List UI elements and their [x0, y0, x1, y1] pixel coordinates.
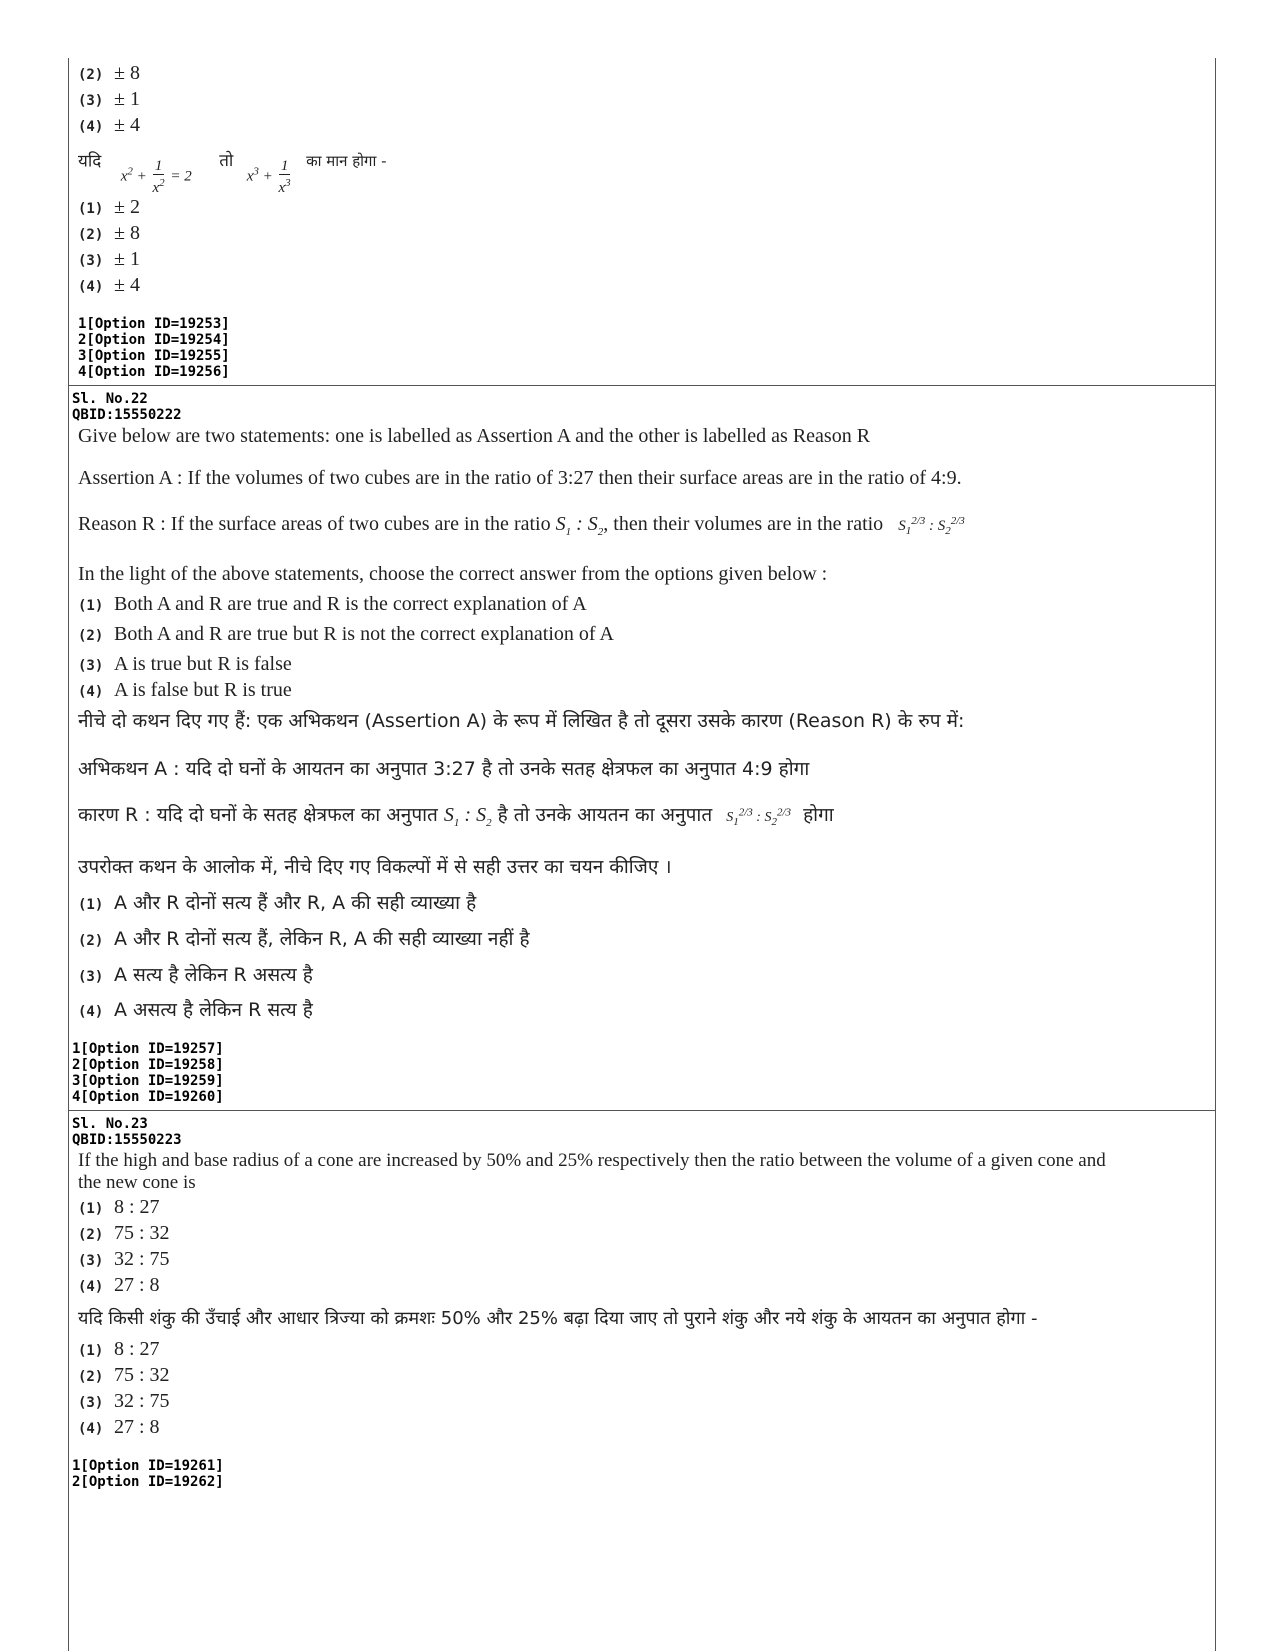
q23-question-line-2: the new cone is [78, 1172, 196, 1193]
q23-hi-option-1: (1) 8 : 27 [78, 1338, 160, 1360]
q22-hi-option-3: (3) A सत्य है लेकिन R असत्य है [78, 964, 313, 986]
serial-number: Sl. No.23 [72, 1116, 148, 1132]
qbid: QBID:15550222 [72, 407, 182, 423]
divider [68, 385, 1216, 386]
math-expression-2: $x^3$ + $\frac{1}{x^3}$ [246, 158, 291, 196]
option-id: 3[Option ID=19259] [72, 1073, 224, 1089]
q22-reason: Reason R : If the surface areas of two cubes are in the ratio $S_1$ : $S_2$, then their volumes are in the ratio $S_1^{2/3}$ : $S_2^{2/3}$ [78, 513, 965, 538]
q21-hi-option-2: (2) ± 8 [78, 222, 140, 244]
option-id: 1[Option ID=19257] [72, 1041, 224, 1057]
option-id: 2[Option ID=19262] [72, 1474, 224, 1490]
q21-option-4: (4) ± 4 [78, 114, 140, 136]
option-id: 4[Option ID=19260] [72, 1089, 224, 1105]
option-id: 1[Option ID=19253] [78, 316, 230, 332]
q21-hindi-question: यदि $x^2$ + $\frac{1}{x^2}$ = 2 तो $x^3$ + $\frac{1}{x^3}$ का मान होगा - [78, 151, 387, 196]
q22-intro: Give below are two statements: one is labelled as Assertion A and the other is labelled as Reason R [78, 425, 871, 447]
q23-hi-option-3: (3) 32 : 75 [78, 1390, 170, 1412]
qbid: QBID:15550223 [72, 1132, 182, 1148]
q21-option-2: (2) ± 8 [78, 62, 140, 84]
option-id: 2[Option ID=19254] [78, 332, 230, 348]
q22-hi-assertion: अभिकथन A : यदि दो घनों के आयतन का अनुपात 3:27 है तो उनके सतह क्षेत्रफल का अनुपात 4:9 होगा [78, 758, 810, 780]
q21-hi-option-3: (3) ± 1 [78, 248, 140, 270]
q21-option-3: (3) ± 1 [78, 88, 140, 110]
q23-option-1: (1) 8 : 27 [78, 1196, 160, 1218]
q23-option-3: (3) 32 : 75 [78, 1248, 170, 1270]
q23-option-2: (2) 75 : 32 [78, 1222, 170, 1244]
q23-hi-question: यदि किसी शंकु की उँचाई और आधार त्रिज्या को क्रमशः 50% और 25% बढ़ा दिया जाए तो पुराने शंकु और नये शंकु के आयतन का अनुपात होगा - [78, 1308, 1038, 1329]
q23-hi-option-4: (4) 27 : 8 [78, 1416, 160, 1438]
serial-number: Sl. No.22 [72, 391, 148, 407]
option-id: 4[Option ID=19256] [78, 364, 230, 380]
q21-hi-option-1: (1) ± 2 [78, 196, 140, 218]
q23-option-4: (4) 27 : 8 [78, 1274, 160, 1296]
q23-hi-option-2: (2) 75 : 32 [78, 1364, 170, 1386]
q22-hi-option-4: (4) A असत्य है लेकिन R सत्य है [78, 999, 313, 1021]
q22-prompt: In the light of the above statements, choose the correct answer from the options given below : [78, 563, 828, 585]
q23-question-line-1: If the high and base radius of a cone are increased by 50% and 25% respectively then the ratio between the volume of a given cone and [78, 1150, 1106, 1171]
q22-assertion: Assertion A : If the volumes of two cubes are in the ratio of 3:27 then their surface areas are in the ratio of 4:9. [78, 467, 962, 489]
q22-option-1: (1) Both A and R are true and R is the correct explanation of A [78, 593, 587, 615]
q22-option-2: (2) Both A and R are true but R is not the correct explanation of A [78, 623, 614, 645]
math-expression-1: $x^2$ + $\frac{1}{x^2}$ = 2 [120, 158, 192, 196]
q22-hi-prompt: उपरोक्त कथन के आलोक में, नीचे दिए गए विकल्पों में से सही उत्तर का चयन कीजिए । [78, 856, 672, 878]
q22-option-3: (3) A is true but R is false [78, 653, 292, 675]
option-id: 2[Option ID=19258] [72, 1057, 224, 1073]
q22-hi-reason: कारण R : यदि दो घनों के सतह क्षेत्रफल का अनुपात $S_1$ : $S_2$ है तो उनके आयतन का अनुपात $S_1^{2/3}$ : $S_2^{2/3}$ होगा [78, 804, 834, 829]
divider [68, 1110, 1216, 1111]
q22-hi-option-1: (1) A और R दोनों सत्य हैं और R, A की सही व्याख्या है [78, 892, 477, 914]
q22-option-4: (4) A is false but R is true [78, 679, 292, 701]
q22-hi-intro: नीचे दो कथन दिए गए हैं: एक अभिकथन (Assertion A) के रूप में लिखित है तो दूसरा उसके कारण (Reason R) के रुप में: [78, 710, 965, 732]
option-id: 3[Option ID=19255] [78, 348, 230, 364]
q21-hi-option-4: (4) ± 4 [78, 274, 140, 296]
option-id: 1[Option ID=19261] [72, 1458, 224, 1474]
q22-hi-option-2: (2) A और R दोनों सत्य हैं, लेकिन R, A की सही व्याख्या नहीं है [78, 928, 530, 950]
